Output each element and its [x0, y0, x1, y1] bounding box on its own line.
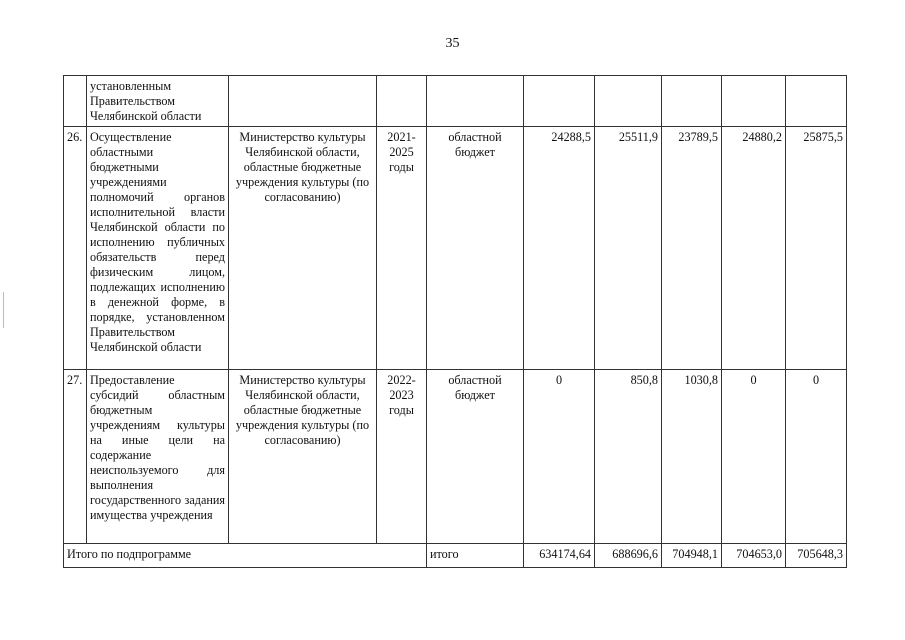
executor: Министерство культуры Челябинской области, областные бюджетные учреждения культуры (по согласованию) — [229, 127, 377, 370]
total-label: Итого по подпрограмме — [64, 544, 427, 568]
value-cell — [786, 76, 847, 127]
measure-name: Предоставление субсидий областным бюджетным учреждениям культуры на иные цели на содержание неиспользуемого для выполнения государственного задания имущества учреждения — [87, 370, 229, 544]
row-number — [64, 76, 87, 127]
table-row — [64, 370, 847, 544]
period: 2022-2023 годы — [377, 370, 427, 544]
total-value: 705648,3 — [786, 544, 847, 568]
row-number: 26. — [64, 127, 87, 370]
value-cell: 23789,5 — [662, 127, 722, 370]
budget-table — [63, 75, 847, 568]
value-cell: 1030,8 — [662, 370, 722, 544]
value-cell: 850,8 — [595, 370, 662, 544]
total-value: 704948,1 — [662, 544, 722, 568]
table-row — [64, 76, 847, 127]
row-number: 27. — [64, 370, 87, 544]
value-cell: 24288,5 — [524, 127, 595, 370]
value-cell: 24880,2 — [722, 127, 786, 370]
value-cell: 25511,9 — [595, 127, 662, 370]
page-number: 35 — [445, 36, 460, 51]
value-cell — [662, 76, 722, 127]
measure-name: установленным Правительством Челябинской области — [87, 76, 229, 127]
measure-name: Осуществление областными бюджетными учреждениями полномочий органов исполнительной власти Челябинской области по исполнению публичных обязательств перед физическим лицом, подлежащих исполнению в денежной форме, в порядке, установленном Правительством Челябинской области — [87, 127, 229, 370]
budget-table-container — [63, 75, 847, 568]
value-cell — [595, 76, 662, 127]
total-value: 704653,0 — [722, 544, 786, 568]
executor: Министерство культуры Челябинской области, областные бюджетные учреждения культуры (по согласованию) — [229, 370, 377, 544]
total-value: 634174,64 — [524, 544, 595, 568]
funding-source: областной бюджет — [427, 127, 524, 370]
value-cell: 0 — [786, 370, 847, 544]
period — [377, 76, 427, 127]
table-row — [64, 127, 847, 370]
period: 2021-2025 годы — [377, 127, 427, 370]
total-row — [64, 544, 847, 568]
executor — [229, 76, 377, 127]
scan-margin-mark — [3, 292, 4, 328]
funding-source — [427, 76, 524, 127]
value-cell — [524, 76, 595, 127]
funding-source: областной бюджет — [427, 370, 524, 544]
value-cell: 0 — [722, 370, 786, 544]
value-cell: 25875,5 — [786, 127, 847, 370]
value-cell: 0 — [524, 370, 595, 544]
total-value: 688696,6 — [595, 544, 662, 568]
value-cell — [722, 76, 786, 127]
total-type: итого — [427, 544, 524, 568]
